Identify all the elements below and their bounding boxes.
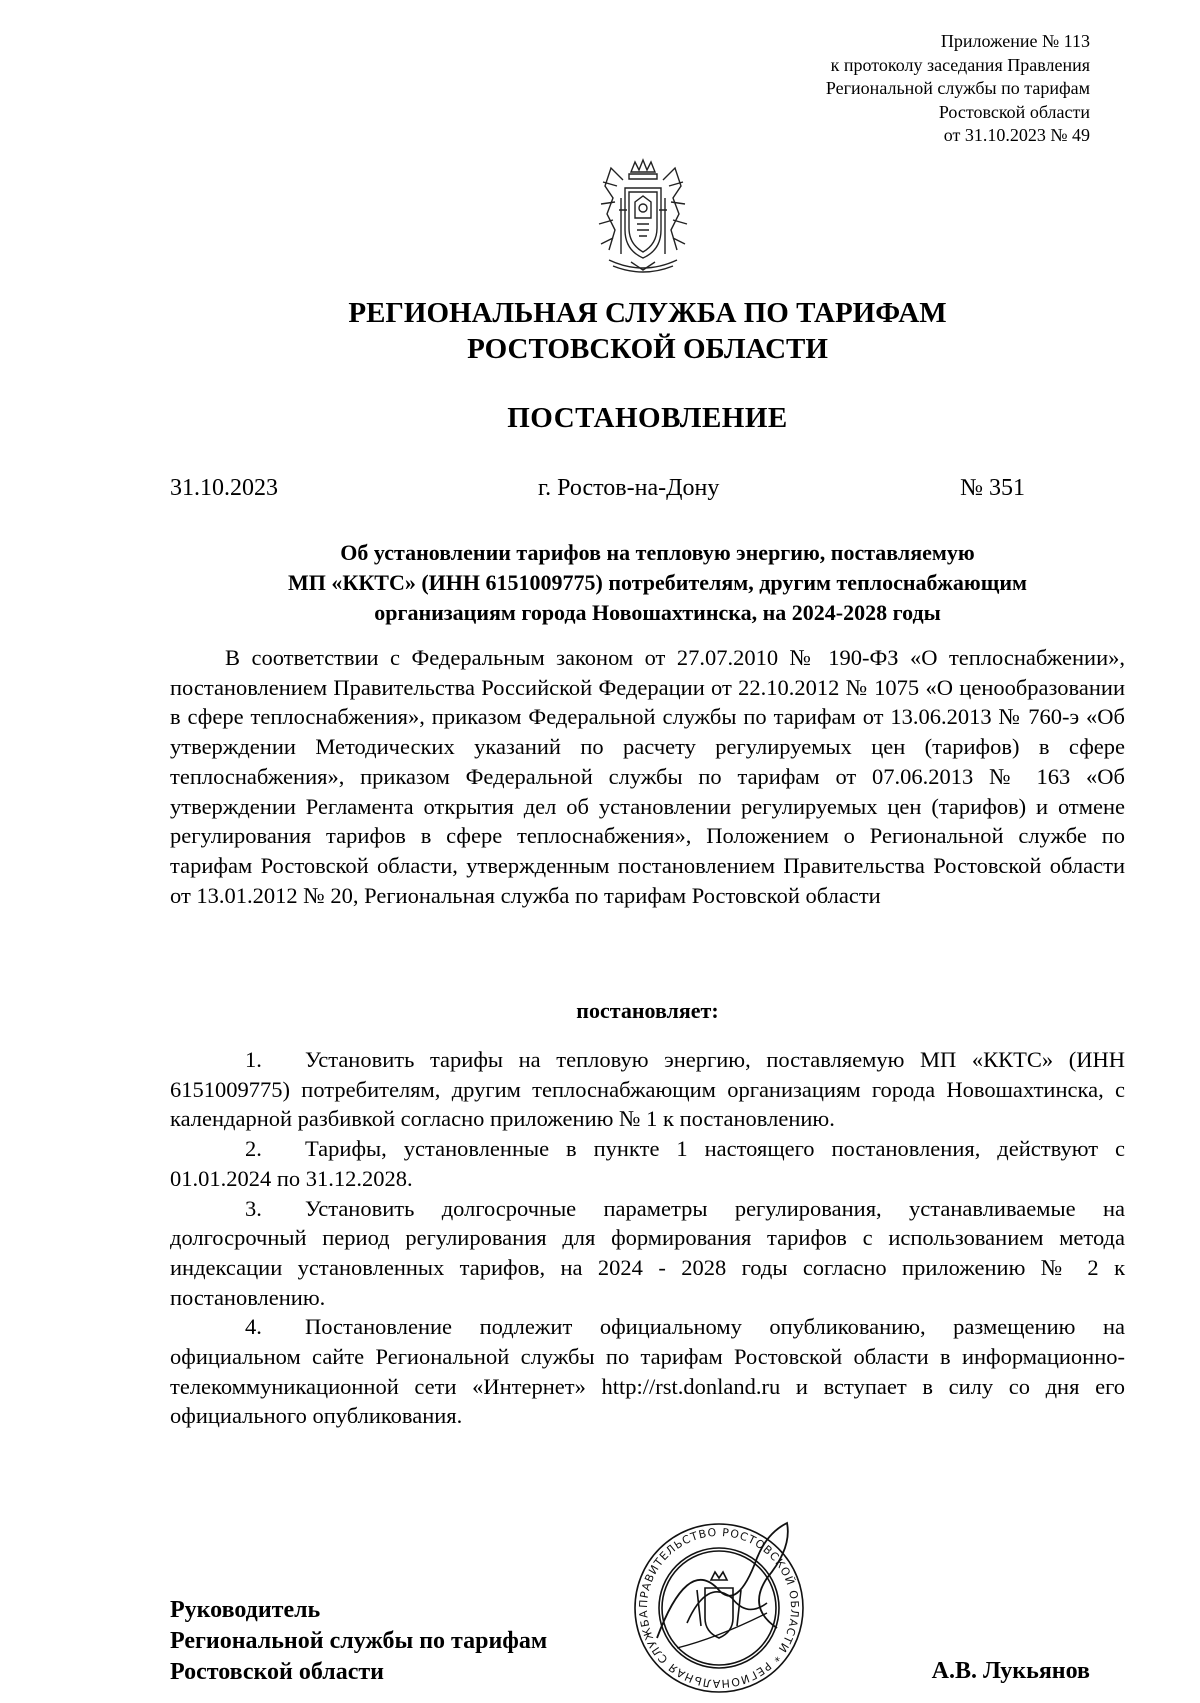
document-type-heading: ПОСТАНОВЛЕНИЕ: [507, 402, 788, 434]
signer-position-line: Ростовской области: [170, 1659, 384, 1685]
organization-title: [160, 295, 1135, 367]
item-text: Тарифы, установленные в пункте 1 настоящего постановления, действуют с 01.01.2024 по 31.12.2028.: [170, 1136, 1125, 1191]
appendix-reference: [670, 30, 1090, 148]
document-city: г. Ростов-на-Дону: [538, 475, 720, 501]
resolution-item: [170, 1134, 1125, 1193]
coat-of-arms-icon: [591, 158, 695, 278]
resolution-item: [170, 1045, 1125, 1134]
official-seal-icon: [617, 1518, 822, 1698]
appendix-line: к протоколу заседания Правления: [830, 54, 1090, 75]
resolves-heading: постановляет:: [576, 998, 719, 1023]
subject-line: организациям города Новошахтинска, на 2024-2028 годы: [374, 600, 941, 625]
item-number: 4.: [245, 1314, 262, 1340]
signer-position-line: Региональной службы по тарифам: [170, 1628, 548, 1654]
appendix-line: от 31.10.2023 № 49: [943, 125, 1090, 145]
resolution-item: [170, 1312, 1125, 1431]
signer-position-line: Руководитель: [170, 1597, 321, 1623]
item-number: 1.: [245, 1047, 262, 1072]
resolution-items: [170, 1045, 1125, 1431]
subject-line: Об установлении тарифов на тепловую энергию, поставляемую: [340, 540, 975, 565]
subject-line: МП «ККТС» (ИНН 6151009775) потребителям, другим теплоснабжающим: [288, 570, 1027, 595]
item-text: Установить долгосрочные параметры регулирования, устанавливаемые на долгосрочный период регулирования для формирования тарифов с использованием метода индексации установленных тарифов, на 2024 - 2028 годы согласно приложению № 2 к постановлению.: [170, 1195, 1125, 1310]
document-subject: [170, 538, 1145, 628]
preamble-paragraph: В соответствии с Федеральным законом от 27.07.2010 № 190-ФЗ «О теплоснабжении», постановлением Правительства Российской Федерации от 22.10.2012 № 1075 «О ценообразовании в сфере теплоснабжения», приказом Федеральной службы по тарифам от 13.06.2013 № 760-э «Об утверждении Методических указаний по расчету регулируемых цен (тарифов) в сфере теплоснабжения», приказом Федеральной службы по тарифам от 07.06.2013 № 163 «Об утверждении Регламента открытия дел об установлении регулируемых цен (тарифов) и отмене регулирования тарифов в сфере теплоснабжения», Положением о Региональной службе по тарифам Ростовской области, утвержденным постановлением Правительства Ростовской области от 13.01.2012 № 20, Региональная служба по тарифам Ростовской области: [170, 645, 1125, 908]
resolution-item: [170, 1194, 1125, 1313]
item-text: Установить тарифы на тепловую энергию, поставляемую МП «ККТС» (ИНН 6151009775) потребителям, другим теплоснабжающим организациям города Новошахтинска, с календарной разбивкой согласно приложению № 1 к постановлению.: [170, 1047, 1125, 1132]
organization-title-line: РЕГИОНАЛЬНАЯ СЛУЖБА ПО ТАРИФАМ: [348, 297, 947, 329]
item-text: Постановление подлежит официальному опубликованию, размещению на официальном сайте Региональной службы по тарифам Ростовской области в информационно-телекоммуникационной сети «Интернет» http://rst.donland.ru и вступает в силу со дня его официального опубликования.: [170, 1314, 1125, 1429]
document-number: № 351: [960, 475, 1025, 501]
seal-text: ПРАВИТЕЛЬСТВО РОСТОВСКОЙ ОБЛАСТИ * РЕГИОНАЛЬНАЯ СЛУЖБА: [636, 1525, 802, 1691]
appendix-line: Региональной службы по тарифам: [825, 78, 1090, 98]
document-date: 31.10.2023: [170, 475, 278, 501]
organization-title-line: РОСТОВСКОЙ ОБЛАСТИ: [467, 333, 828, 365]
appendix-line: Приложение № 113: [940, 31, 1090, 51]
signature-block: [170, 1595, 547, 1688]
document-meta-row: [170, 475, 1025, 505]
appendix-line: Ростовской области: [938, 101, 1090, 122]
item-number: 3.: [245, 1195, 262, 1221]
signer-name: А.В. Лукьянов: [931, 1658, 1090, 1684]
item-number: 2.: [245, 1136, 262, 1162]
